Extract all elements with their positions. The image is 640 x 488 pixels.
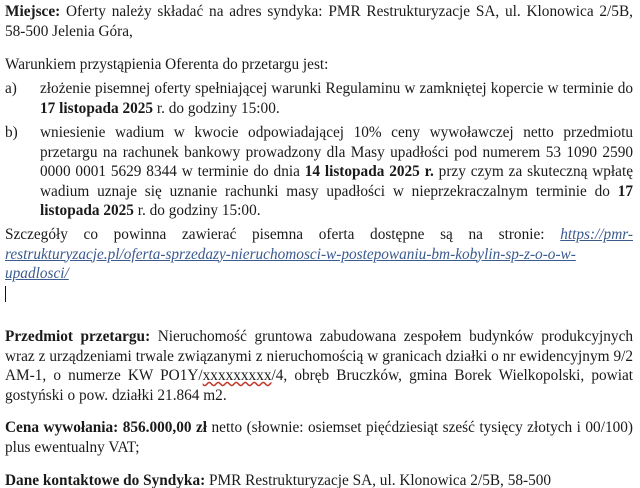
text-cursor	[5, 286, 6, 302]
details-text: Szczegóły co powinna zawierać pisemna oferta dostępne są na stronie:	[5, 226, 561, 243]
offer-link[interactable]: https://pmr-restrukturyzacje.pl/oferta-sprzedazy-nieruchomosci-w-postepowaniu-bm-kobylin-sp-z-o-o-w-upadlosci/	[5, 226, 633, 282]
condition-b-date-2: 17 listopada 2025	[40, 182, 633, 219]
condition-a-marker: a)	[5, 80, 17, 97]
price-paragraph	[5, 418, 633, 457]
subject-paragraph: Przedmiot przetargu: Nieruchomość gruntowa zabudowana zespołem budynków produkcyjnych wraz z urządzeniami trwale związanymi z nieruchomością w granicach działki o nr ewidencyjnym 9/2 AM-1, o numerze KW PO1Y/xxxxxxxxx/4, obręb Bruczków, gmina Borek Wielkopolski, powiat gostyński o pow. działki 21.864 m2.	[5, 328, 634, 404]
condition-a-date: 17 listopada 2025	[40, 99, 154, 117]
condition-b-marker: b)	[5, 124, 18, 141]
condition-b	[5, 123, 633, 221]
price-text: netto (słownie: osiemset pięćdziesiąt sześć tysięcy złotych i 00/100) plus ewentualny VAT;	[5, 419, 633, 456]
condition-a	[5, 79, 633, 118]
details-paragraph	[5, 225, 633, 284]
price-label: Cena wywołania: 856.000,00 zł	[5, 419, 208, 436]
contact-text: PMR Restrukturyzacje SA, ul. Klonowica 2/5B, 58-500	[205, 472, 552, 488]
condition-b-text: wniesienie wadium w kwocie odpowiadającej 10% ceny wywoławczej netto przedmiotu przetargu na rachunek bankowy prowadzony dla Masy upadłości pod numerem 53 1090 2590 0000 0001 5629 8344 w terminie do dnia 14 listopada 2025 r. przy czym za skuteczną wpłatę wadium uznaje się uznanie rachunki masy upadłości w nieprzekraczalnym terminie do 17 listopada 2025 r. do godziny 15:00.	[40, 124, 633, 219]
location-paragraph	[5, 2, 633, 41]
subject-label: Przedmiot przetargu:	[5, 328, 151, 345]
location-text: Oferty należy składać na adres syndyka: PMR Restrukturyzacje SA, ul. Klonowica 2/5B, 58-500 Jelenia Góra,	[5, 3, 633, 40]
redacted-kw-number: xxxxxxxxx	[202, 367, 272, 384]
contact-label: Dane kontaktowe do Syndyka:	[5, 472, 206, 488]
contact-paragraph	[5, 471, 633, 488]
condition-b-date-1: 14 listopada 2025 r.	[304, 163, 434, 180]
location-label: Miejsce:	[5, 3, 61, 20]
condition-a-text: złożenie pisemnej oferty spełniającej warunki Regulaminu w zamkniętej kopercie w terminie do 17 listopada 2025 r. do godziny 15:00.	[40, 80, 633, 117]
conditions-intro: Warunkiem przystąpienia Oferenta do przetargu jest:	[5, 56, 329, 73]
